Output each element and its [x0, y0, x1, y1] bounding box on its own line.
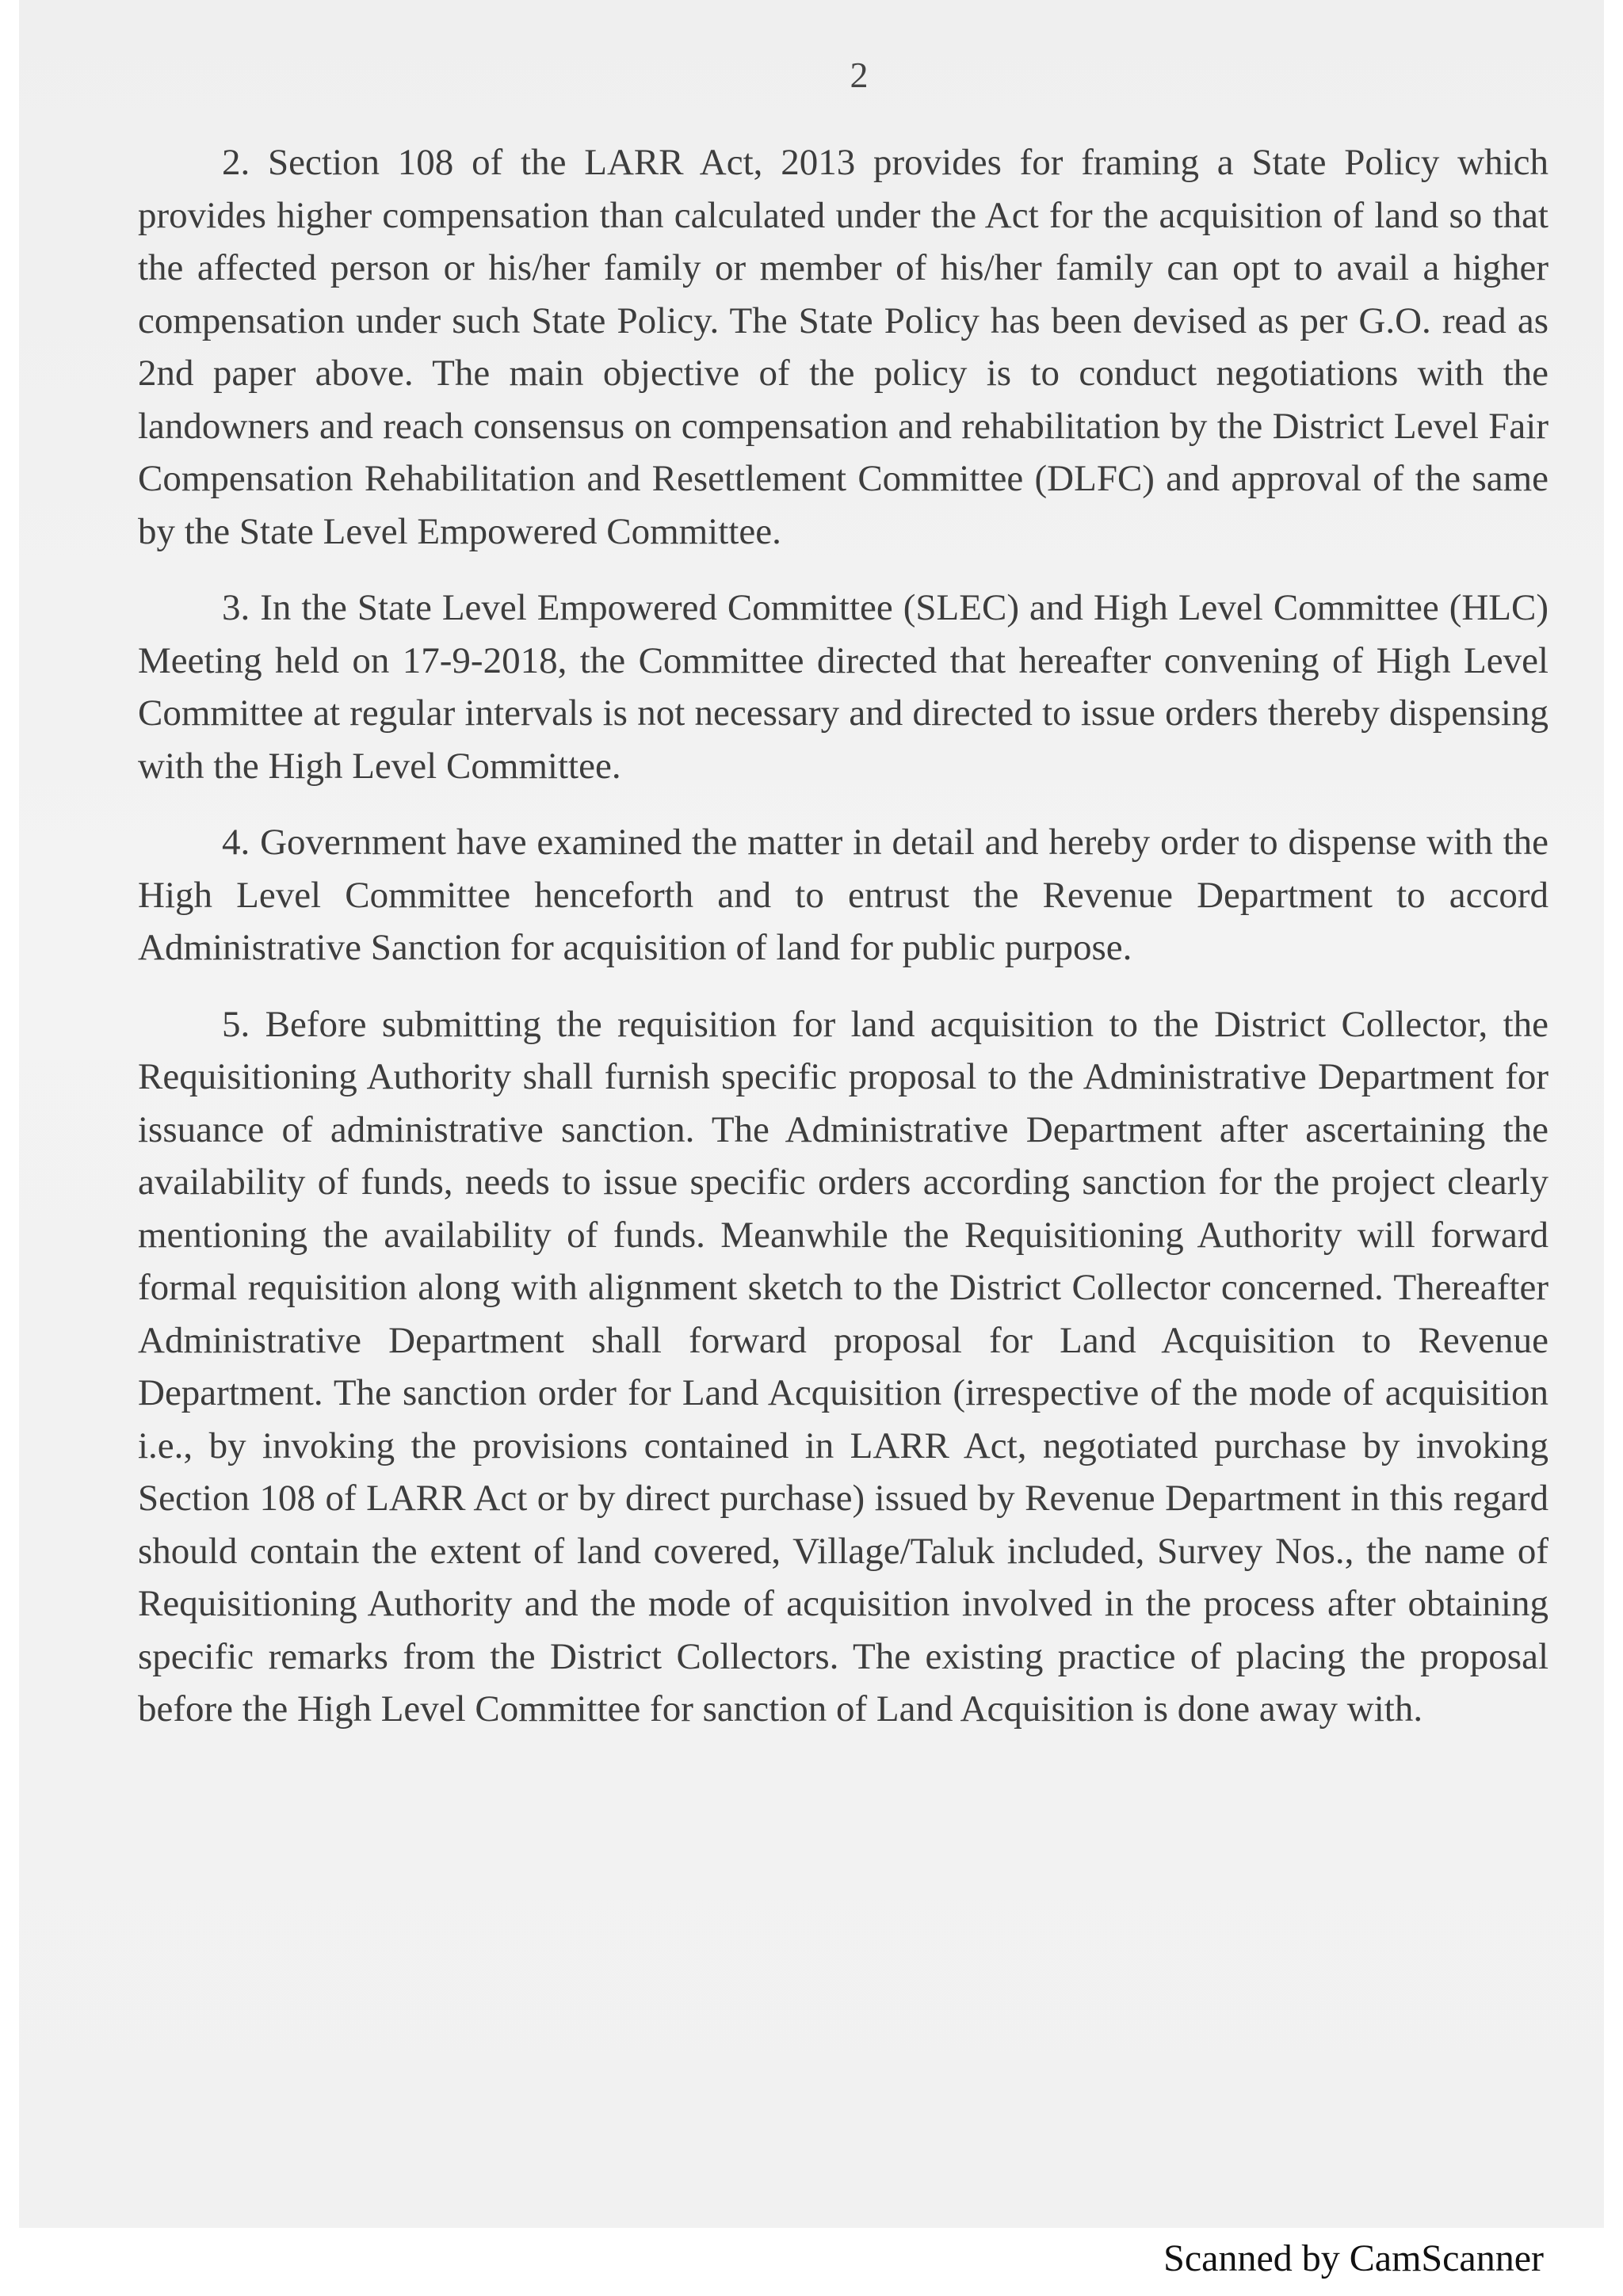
paragraph-2: 2. Section 108 of the LARR Act, 2013 provides for framing a State Policy which provides higher compensation than calculated under the Act for the acquisition of land so that the affected person or his/her family or member of his/her family can opt to avail a higher compensation under such State Policy. The State Policy has been devised as per G.O. read as 2nd paper above. The main objective of the policy is to conduct negotiations with the landowners and reach consensus on compensation and rehabilitation by the District Level Fair Compensation Rehabilitation and Resettlement Committee (DLFC) and approval of the same by the State Level Empowered Committee.: [138, 142, 1549, 552]
document-body: [138, 136, 1549, 1736]
scanner-watermark: Scanned by CamScanner: [1163, 2237, 1544, 2279]
paragraph-5: 5. Before submitting the requisition for land acquisition to the District Collector, the Requisitioning Authority shall furnish specific proposal to the Administrative Department for issuance of administrative sanction. The Administrative Department after ascertaining the availability of funds, needs to issue specific orders according sanction for the project clearly mentioning the availability of funds. Meanwhile the Requisitioning Authority will forward formal requisition along with alignment sketch to the District Collector concerned. Thereafter Administrative Department shall forward proposal for Land Acquisition to Revenue Department. The sanction order for Land Acquisition (irrespective of the mode of acquisition i.e., by invoking the provisions contained in LARR Act, negotiated purchase by invoking Section 108 of LARR Act or by direct purchase) issued by Revenue Department in this regard should contain the extent of land covered, Village/Taluk included, Survey Nos., the name of Requisitioning Authority and the mode of acquisition involved in the process after obtaining specific remarks from the District Collectors. The existing practice of placing the proposal before the High Level Committee for sanction of Land Acquisition is done away with.: [138, 1003, 1549, 1730]
page-number: 2: [850, 55, 869, 95]
document-page: [19, 0, 1604, 2228]
paragraph-3: 3. In the State Level Empowered Committee (SLEC) and High Level Committee (HLC) Meeting held on 17-9-2018, the Committee directed that hereafter convening of High Level Committee at regular intervals is not necessary and directed to issue orders thereby dispensing with the High Level Committee.: [138, 587, 1549, 787]
paragraph-4: 4. Government have examined the matter in detail and hereby order to dispense with the High Level Committee henceforth and to entrust the Revenue Department to accord Administrative Sanction for acquisition of land for public purpose.: [138, 822, 1549, 968]
